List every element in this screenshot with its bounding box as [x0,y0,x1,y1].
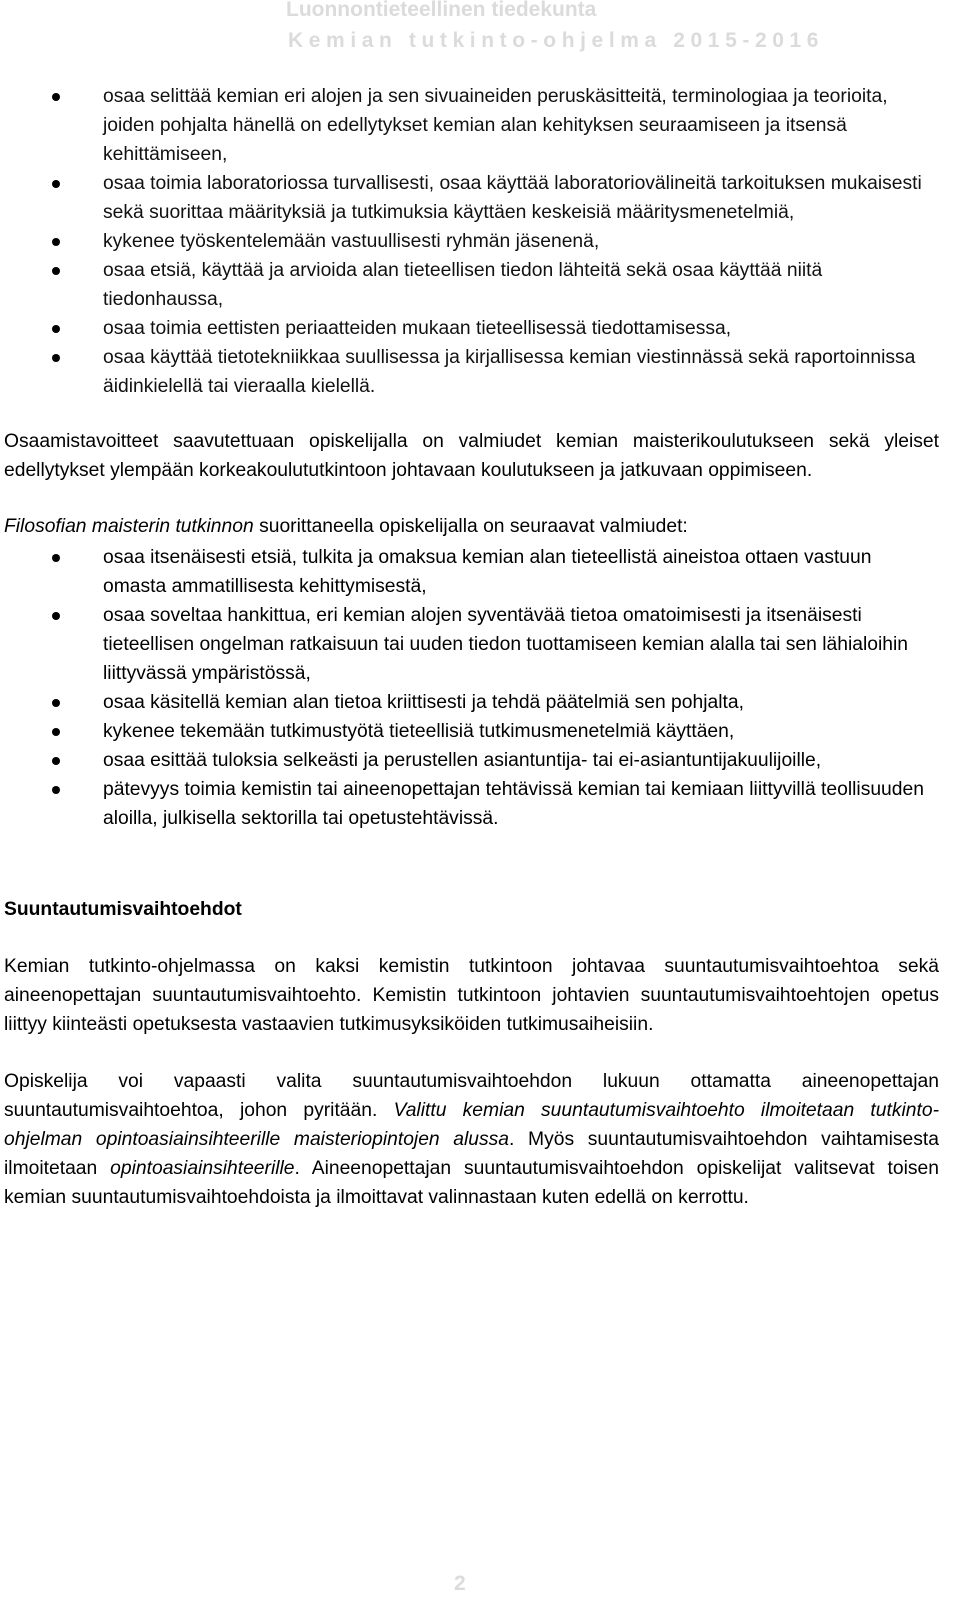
bullet-icon [52,612,60,620]
list-item: osaa käyttää tietotekniikkaa suullisessa ja kirjallisessa kemian viestinnässä sekä raportoinnissa äidinkielellä tai vieraalla kielellä. [4,343,939,401]
list-item: pätevyys toimia kemistin tai aineenopettajan tehtävissä kemian tai kemiaan liittyvillä teollisuuden aloilla, julkisella sektorilla tai opetustehtävissä. [4,775,939,833]
master-degree-intro: Filosofian maisterin tutkinnon suorittaneella opiskelijalla on seuraavat valmiudet: [4,516,688,537]
section-heading: Suuntautumisvaihtoehdot [4,899,242,920]
bullet-icon [52,757,60,765]
list-item: osaa toimia eettisten periaatteiden mukaan tieteellisessä tiedottamisessa, [4,314,939,343]
list-item: osaa esittää tuloksia selkeästi ja perustellen asiantuntija- tai ei-asiantuntijakuulijoille, [4,746,939,775]
faculty-title: Luonnontieteellinen tiedekunta [286,0,597,21]
bullet-icon [52,238,60,246]
list-item: kykenee työskentelemään vastuullisesti ryhmän jäsenenä, [4,227,939,256]
specialisation-paragraph: Kemian tutkinto-ohjelmassa on kaksi kemistin tutkintoon johtavaa suuntautumisvaihtoehtoa sekä aineenopettajan suuntautumisvaihtoehto. Kemistin tutkintoon johtavien suuntautumisvaihtoehtojen opetus liittyy kiinteästi opetuksesta vastaavien tutkimusyksiköiden tutkimusaiheisiin. [4,956,939,1035]
bullet-icon [52,699,60,707]
bullet-icon [52,93,60,101]
degree-name: Filosofian maisterin tutkinnon [4,516,254,537]
list-item: osaa itsenäisesti etsiä, tulkita ja omaksua kemian alan tieteellistä aineistoa ottaen vastuun omasta ammatillisesta kehittymisestä, [4,543,939,601]
list-item: osaa etsiä, käyttää ja arvioida alan tieteellisen tiedon lähteitä sekä osaa käyttää niitä tiedonhaussa, [4,256,939,314]
bullet-icon [52,354,60,362]
learning-outcomes-list [4,82,939,401]
bullet-icon [52,325,60,333]
bullet-icon [52,267,60,275]
list-item: osaa käsitellä kemian alan tietoa kriittisesti ja tehdä päätelmiä sen pohjalta, [4,688,939,717]
bullet-icon [52,180,60,188]
list-item: osaa soveltaa hankittua, eri kemian alojen syventävää tietoa omatoimisesti ja itsenäisesti tieteellisen ongelman ratkaisuun tai uuden tiedon tuottamiseen kemian alalla tai sen lähialoihin liittyvässä ympäristössä, [4,601,939,688]
bullet-icon [52,554,60,562]
document-body [4,82,939,1212]
bullet-icon [52,728,60,736]
programme-title: Kemian tutkinto-ohjelma 2015-2016 [288,29,825,52]
page-number: 2 [454,1572,466,1595]
outcomes-summary-paragraph: Osaamistavoitteet saavutettuaan opiskelijalla on valmiudet kemian maisterikoulutukseen sekä yleiset edellytykset ylempään korkeakoulututkintoon johtavaan koulutukseen ja jatkuvaan oppimiseen. [4,431,939,481]
specialisation-choice-paragraph: Opiskelija voi vapaasti valita suuntautumisvaihtoehdon lukuun ottamatta aineenopettajan suuntautumisvaihtoehtoa, johon pyritään. Valittu kemian suuntautumisvaihtoehto ilmoitetaan tutkinto-ohjelman opintoasiainsihteerille maisteriopintojen alussa. Myös suuntautumisvaihtoehdon vaihtamisesta ilmoitetaan opintoasiainsihteerille. Aineenopettajan suuntautumisvaihtoehdon opiskelijat valitsevat toisen kemian suuntautumisvaihtoehdoista ja ilmoittavat valinnastaan kuten edellä on kerrottu. [4,1071,940,1208]
list-item: osaa toimia laboratoriossa turvallisesti, osaa käyttää laboratoriovälineitä tarkoituksen mukaisesti sekä suorittaa määrityksiä ja tutkimuksia käyttäen keskeisiä määritysmenetelmiä, [4,169,939,227]
page-header [0,0,960,54]
list-item: osaa selittää kemian eri alojen ja sen sivuaineiden peruskäsitteitä, terminologiaa ja teorioita, joiden pohjalta hänellä on edellytykset kemian alan kehityksen seuraamiseen ja itsensä kehittämiseen, [4,82,939,169]
bullet-icon [52,786,60,794]
list-item: kykenee tekemään tutkimustyötä tieteellisiä tutkimusmenetelmiä käyttäen, [4,717,939,746]
master-skills-list [4,543,939,833]
